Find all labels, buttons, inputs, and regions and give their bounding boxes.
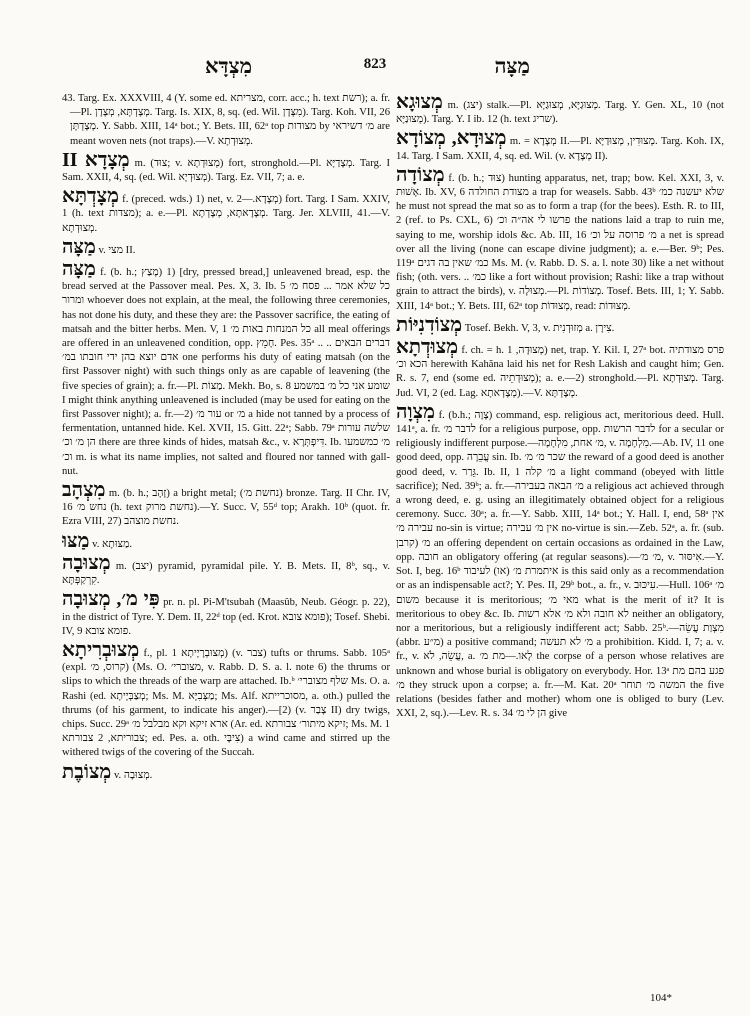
entry-headword: מַצָּה [62, 258, 96, 281]
running-head-right: מַצָּה [494, 54, 530, 78]
entry-definition: v. מְצוּבָה. [113, 769, 153, 781]
entry-headword: מְצָדָא II [62, 148, 130, 171]
entry-definition: v. מצי II. [98, 244, 136, 256]
entry-headword: פִּי מ׳, מְצוּבָה [62, 588, 160, 611]
entry-headword: מְצוּבָה [62, 551, 111, 574]
dictionary-entry [62, 531, 390, 552]
entry-definition: f. (preced. wds.) 1) net, v. מְצָדָא.—2) fort. Targ. I Sam. XXIV, 1 (h. text מצדות); a. e.—Pl. מְצָדָאתָא, מְצָדְתָא. Targ. Jer. XLVIII, 41.—V. מְצוּדְתָא. [62, 194, 390, 234]
entry-headword: מִצְוָה [396, 400, 435, 423]
dictionary-entry [62, 589, 390, 639]
entry-headword: מַצָּה [62, 235, 96, 258]
entry-definition: v. מַצּוּתָא. [92, 538, 133, 550]
dictionary-entry [62, 762, 390, 783]
running-head-left: מִצְדָּא [205, 54, 253, 78]
dictionary-entry [396, 92, 724, 127]
entry-definition: m. (יצג) stalk.—Pl. מְצוּגַיָּא, מְצוּגַיָּא. Targ. Y. Gen. XL, 10 (not מְצוּנַיָּא). Targ. Y. I ib. 12 (h. text שריג). [396, 100, 724, 126]
entry-headword: מַצּוּ [62, 529, 90, 552]
dictionary-entry [62, 186, 390, 236]
entry-definition: Tosef. Bekh. V, 3, v. מְזוּדְנִית a. צִירָן. [464, 322, 615, 334]
entry-definition: f. (b. h.; מָצַץ) 1) [dry, pressed bread,] unleavened bread, esp. the bread served at the Passover meal. Pes. X, 3. Ib. 5 כל שלא אמר ... פסח מ׳ ומרור whoever does not explain, at the meal, the following three ceremonies, has not done his duty, and these they are: the Passover sacrifice, the eating of matsah and the bitter herbs. Men. V, 1 כל המנחות באות מ׳ all meal offerings are offered in an unleavened condition, opp. חָמֵץ. Pes. 35ᵃ .. דברים הבאים .. אדם יוצא בהן ידי חובתו במ׳ one performs his duty of eating matsah (on the first Passover night) with such things only as are capable of leavening (the five species of grain); a. fr.—Pl. מַצּוֹת. Mekh. Bo, s. 8 שומע אני כל מ׳ במשמע I might think anything unleavened is included (may be used for eating on the first Passover night); a. fr.—2) עור מ׳ or מ׳ a hide not tanned by a process of fermentation, untanned hide. Kel. XVII, 15. Gitt. 22ᵃ; Sabb. 79ᵃ שלשה עורות הן מ׳ וכ׳ there are three kinds of hides, matsah &c., v. דִּיפְתְּרָא. Ib. מ׳ כמשמעו וכ׳ m. is what its name implies, not salted and floured nor tanned with gall-nut. [62, 267, 390, 477]
entry-headword: מְצוֹבֶת [62, 760, 112, 783]
entry-definition: f. ch. = h. מְצוּדָה, 1) net, trap. Y. Kil. I, 27ᵃ bot. פרס מצודתיה הכא וכ׳ herewith Kahăna laid his net for Resh Lakish and caught him; Gen. R. s. 7, end (some ed. מְצוּדְתֵיה); a. e.—2) stronghold.—Pl. מְצוּדְתָא. Targ. Jud. VI, 2 (ed. Lag. מְצָדְאתָא).—V. מְצָדְתָּא. [396, 345, 724, 399]
entry-headword: מְצוּגָא [396, 92, 443, 113]
page-header [40, 54, 710, 94]
entry-headword: מְצוּדְתָא [396, 336, 459, 359]
entry-headword: מְצָדְתָּא [62, 185, 119, 208]
entry-headword: מְצוֹדָה [396, 163, 445, 186]
dictionary-entry [396, 315, 724, 336]
dictionary-entry [62, 553, 390, 588]
dictionary-entry [396, 128, 724, 163]
entry-headword: מְצוּבְרִיתָא [62, 638, 140, 661]
signature-mark: 104* [650, 992, 672, 1004]
dictionary-entry [396, 337, 724, 401]
dictionary-entry [62, 150, 390, 185]
dictionary-entry [396, 165, 724, 314]
entry-definition: m. = מְצָדָא II.—Pl. מְצוּדִין, מְצוּדַיָּא. Targ. Koh. IX, 14. Targ. I Sam. XXII, 4, sq. ed. Wil. (v. מְצָדָא II). [396, 136, 724, 162]
entry-definition: f., pl. מְצוּבְרָיָיתָא 1) (v. צבר) tufts or thrums. Sabb. 105ᵃ (expl. קרוס, מ׳) (Ms. O. מצוברי׳, v. Rabb. D. S. a. l. note 6) the thrums or slips to which the threads of the warp are attached. Ib.ᵇ שלף מצוברי׳ Ms. O. a. Rashi (ed. מְצַבְּיָיתָא; Ms. M. מַצְּבִיָּא; Ms. Alf. מסוכרייתא, a. oth.) pulled the thrums (of his garment, to indicate his anger).—[2) (v. צָבַר II) dry twigs, chips. Succ. 29ᵃ ארא זיקא וקא מבלבל מ׳ (Ar. ed. זיקא מיתור׳ צבורתא; Ms. M. 1 צבוריתא, 2 צבורתא; ed. Pes. a. oth. צִיבָּי) a wind came and stirred up the withered twigs of the covering of the Succah. [62, 647, 390, 759]
right-column [396, 92, 724, 992]
dictionary-entry [62, 259, 390, 479]
dictionary-entry [62, 480, 390, 530]
entry-headword: מְצוּדָא, מְצוֹדָא [396, 127, 507, 150]
dictionary-entry [62, 640, 390, 761]
entry-definition: pr. n. pl. Pi-M'tsubah (Maasûb, Neub. Géogr. p. 22), in the district of Tyre. Y. Dem. II, 22ᵈ top (ed. Krot. פומא צובא); Tosef. Shebi. IV, 9 פומא צובא. [62, 597, 390, 637]
page-number: 823 [363, 56, 387, 72]
entry-definition: m. (b. h.; זָהָב) a bright metal; (נחשת מ׳) bronze. Targ. II Chr. IV, 16 נחש מ׳ (h. text נחשת מרוק).—Y. Succ. V, 55ᵈ top; Arakh. 10ᵇ (quot. fr. Ezra VIII, 27) נחשת מוצהב. [62, 488, 390, 528]
entry-definition: m. (יצב) pyramid, pyramidal pile. Y. B. Mets. II, 8ᵇ, sq., v. קִרְקַפְּתָּא. [62, 560, 390, 587]
entry-headword: מְצוֹדִנִיּוֹת [396, 313, 463, 336]
left-column [62, 92, 390, 992]
entry-headword: מִצְהָב [62, 479, 106, 502]
dictionary-entry [62, 237, 390, 258]
entry-definition: f. (b. h.; צוּד) hunting apparatus, net, trap; bow. Kel. XXI, 3, v. אָשׁוּת. Ib. XV, 6 מצודת החולדה a trap for weasels. Sabb. 43ᵇ שלא יעשנה כמ׳ he must not spread the mat so as to form a trap (for the bees). Esth. R. to III, 2 (ref. to Ps. CXL, 6) פרשו לי אה״ה וכ׳ the nations laid a trap to ruin me, saying to me, worship idols &c. Ab. III, 16 מ׳ פרוסה על וכ׳ a net is spread over all the living (none can escape divine judgment); a. e.—Ber. 9ᵇ; Pes. 119ᵃ כמ׳ שאין בה דגים Ms. M. (v. Rabb. D. S. a. l. note 30) like a net without fish; (oth. vers. .. כמ׳ like a fort without provision; Rashi: like a trap without grain to attract the birds), v. מְצוּלָה.—Pl. מְצוֹדוֹת. Tosef. Bets. III, 1; Y. Sabb. XIII, 14ᵃ bot.; Y. Bets. III, 62ᵃ top מְצוּדוֹת, read: מְצוּדוֹת. [396, 172, 724, 312]
entry-definition: m. (צוּד; v. מְצוּדְתָא) fort, stronghold.—Pl. מְצָדַיָּא. Targ. I Sam. XXII, 4, sq. (ed. Wil. מְצוּדְיָא). Targ. Ez. VII, 7; a. e. [62, 157, 390, 184]
dictionary-entry [62, 92, 390, 149]
entry-definition: 43. Targ. Ex. XXXVIII, 4 (Y. some ed. מצריתא, corr. acc.; h. text רשת); a. fr.—Pl. מְצָדְתָּא, מְצָדָן. Targ. Is. XIX, 8, sq. (ed. Wil. מִצְּדָן). Targ. Koh. VII, 26 מְצָדְתָּן. Y. Sabb. XIII, 14ᵃ bot.; Y. Bets. III, 62ᵃ top מצודות by מ׳ דשיראי are meant woven nets (not traps).—V. מְצוּדְתָא. [62, 93, 390, 147]
entry-definition: f. (b.h.; צָוָה) command, esp. religious act, meritorious deed. Hull. 141ᵃ, a. fr. לדבר מ׳ for a religious purpose, opp. לדבר הרשות for a secular or religiously indifferent purpose.—מ׳ אחת, מִלְחָמָה, v. מִלְחָמָה.—Ab. IV, 11 one good deed, opp. עֲבֵרָה sin. Ib. שכר מ׳ מ׳ the reward of a good deed is another good deed, v. גֵּרַר. Ib. II, 1 מ׳ קלה a light command (obeyed with little sacrifice); Ned. 39ᵇ; a. fr.—מ׳ הבאה בעבירה a religious act achieved through a wrong deed, e. g. using an illegitimately obtained object for a religious ceremony. Succ. 30ᵃ; a. fr.—Y. Sabb. XIII, 14ᵃ bot.; Y. Hall. I, end, 58ᵃ אין עבירה מ׳ no-sin is virtue; אין מ׳ עבירה no-virtue is sin.—Zeb. 52ᵃ, a. fr. (sub. קרבן) מ׳ an offering dependent on certain occasions as ordained in the Law, opp. חובה an obligatory offering (at regular seasons).—מ׳ מ׳, v. אִיסּוּר.—Y. Sot. I, beg. 16ᵇ איתמרת מ׳ (או) לעיבוד is this said only as a recommendation or as an indispensable act?; Y. Pes. II, 29ᵇ bot., a. fr., v. עִיכּוּב.—Hull. 106ᵃ מ׳ משום because it is meritorious; מאי מ׳ what is the merit of it? It is meritorious to obey &c. Ib. לא חובה ולא מ׳ אלא רשות neither an obligatory, nor a meritorious, but a religiously indifferent act; Sabb. 25ᵇ.—מִצְוַת עֲשֵׂה (abbr. מ״ע) a positive command; מ׳ לא תעשה a prohibition. Kidd. I, 7; a. v. fr., v. עֲשֵׂה, לֹא, a. לָאו.—מת מ׳ the corpse of a person whose relatives are unknown and whose burial is obligatory on everybody. Hor. 13ᵃ פגע בהם מת מ׳ they struck upon a corpse; a. fr.—M. Kat. 20ᵃ המשה מ׳ תוחר the five relations (besides father and mother) whom one is obliged to bury (Lev. XXI, 2, sq.).—Lev. R. s. 34 הן לי מ׳ give [396, 409, 724, 720]
dictionary-entry [396, 402, 724, 721]
